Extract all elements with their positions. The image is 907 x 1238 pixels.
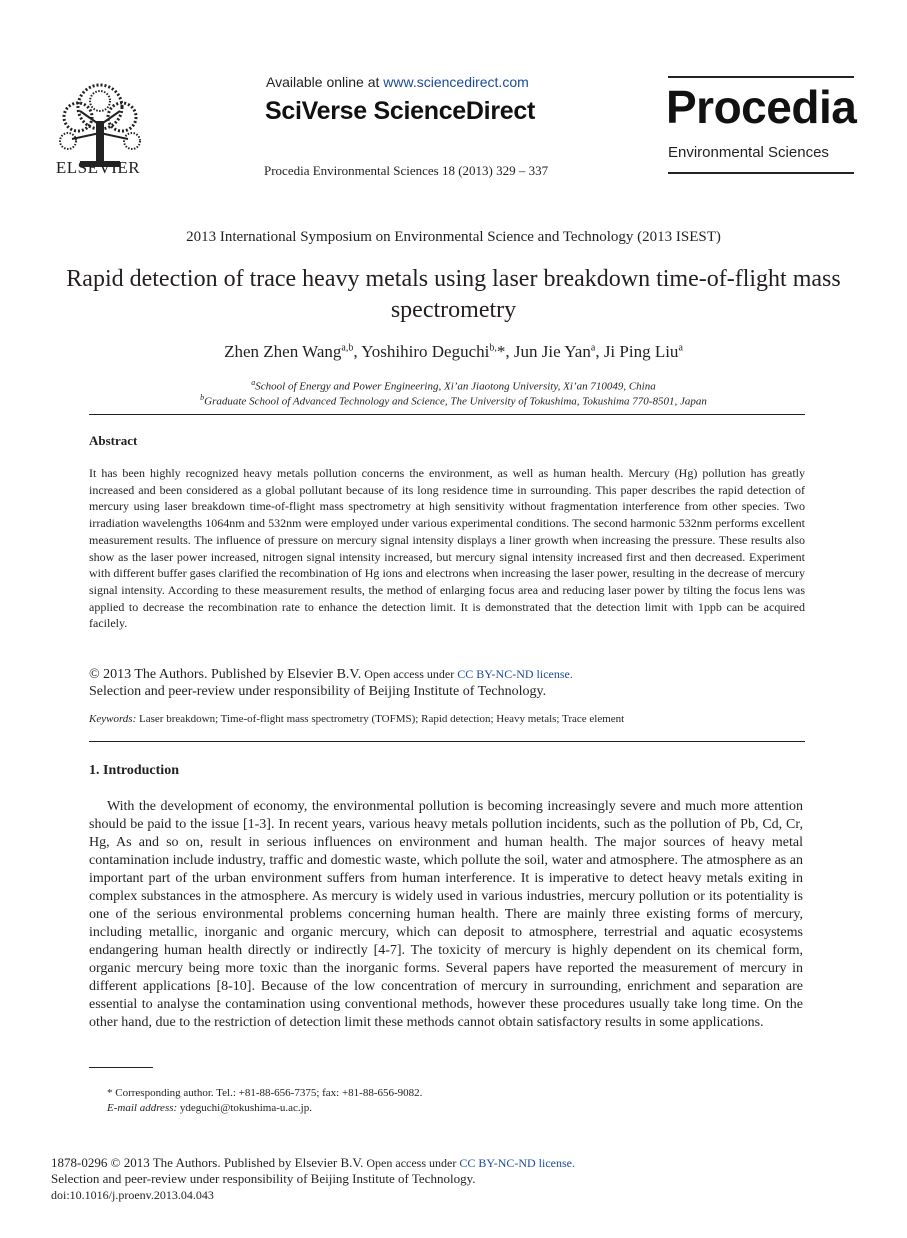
conference-name: 2013 International Symposium on Environmental Science and Technology (2013 ISEST)	[186, 229, 721, 245]
sciencedirect-link[interactable]: www.sciencedirect.com	[383, 74, 529, 90]
elsevier-wordmark: ELSEVIER	[55, 158, 141, 177]
affiliation-mark: b	[200, 393, 205, 402]
author-separator: ,	[505, 342, 514, 361]
copyright-line	[89, 667, 573, 683]
procedia-subtitle: Environmental Sciences	[668, 144, 829, 161]
doi[interactable]: doi:10.1016/j.proenv.2013.04.043	[51, 1188, 214, 1202]
footer-open-access: Open access under	[363, 1156, 460, 1170]
corresponding-star: *	[496, 342, 506, 361]
author-list	[0, 342, 907, 362]
license-link[interactable]: CC BY-NC-ND license.	[457, 667, 573, 681]
section-divider	[89, 414, 805, 415]
copyright-text: © 2013 The Authors. Published by Elsevier B.V.	[89, 667, 362, 682]
affiliation-mark: a	[251, 378, 256, 387]
journal-citation: Procedia Environmental Sciences 18 (2013) 329 – 337	[264, 163, 549, 178]
footer-license-link[interactable]: CC BY-NC-ND license.	[459, 1156, 576, 1170]
available-online-line	[266, 74, 529, 90]
author-name: Jun Jie Yan	[513, 342, 591, 361]
author-affiliation-mark	[489, 342, 497, 353]
open-access-text: Open access under	[361, 667, 458, 681]
footer-copyright-text: 1878-0296 © 2013 The Authors. Published by Elsevier B.V.	[51, 1155, 364, 1170]
introduction-body: With the development of economy, the environmental pollution is becoming increasingly severe and much more attention should be paid to the issue [1-3]. In recent years, various heavy metals pollution incidents, such as the pollution of Pb, Cd, Cr, Hg, As and so on, result in serious influences on environment and human health. The major sources of heavy metal contamination include industry, traffic and domestic waste, which pollute the soil, water and atmosphere. The atmosphere as an important part of the urban environment suffers from human interference. It is imperative to detect heavy metals exiting in complex substances in the atmosphere. As mercury is widely used in various industries, mercury pollution or its potentiality is one of the serious environmental problems concerning human health. There are mainly three existing forms of mercury, including metallic, inorganic and organic mercury, which can deposit to atmosphere, terrestrial and aquatic ecosystems endangering human health directly or indirectly [4-7]. The toxicity of mercury is highly dependent on its chemical form, organic mercury being more toxic than the inorganic forms. Several papers have reported the measurement of mercury in different applications [8-10]. Because of the low concentration of mercury in surrounding, enrichment and separation are essential to analyse the contamination using conventional methods, however these procedures usually take long time. On the other hand, due to the restriction of detection limit these methods cannot obtain satisfactory results in some applications.	[89, 799, 803, 1030]
footer-copyright	[51, 1155, 575, 1171]
affiliation-mark-text: b,	[489, 342, 497, 354]
sciverse-wordmark: SciVerse ScienceDirect	[265, 97, 535, 125]
procedia-wordmark: Procedia	[666, 81, 857, 133]
introduction-heading: 1. Introduction	[89, 763, 179, 778]
keywords-text: Laser breakdown; Time-of-flight mass spectrometry (TOFMS); Rapid detection; Heavy metals; Trace element	[136, 713, 625, 725]
author-name: Ji Ping Liu	[603, 342, 679, 361]
available-prefix: Available online at	[266, 74, 384, 90]
affiliation-a	[0, 378, 907, 393]
email-address[interactable]: ydeguchi@tokushima-u.ac.jp.	[177, 1102, 312, 1114]
abstract-heading: Abstract	[89, 433, 138, 448]
author-affiliation-mark: a,b	[341, 342, 354, 354]
paper-title: Rapid detection of trace heavy metals using laser breakdown time-of-flight mass spectrometry	[66, 266, 841, 323]
email-label: E-mail address:	[107, 1102, 178, 1114]
abstract-body: It has been highly recognized heavy metals pollution concerns the environment, as well as human health. Mercury (Hg) pollution has greatly increased and been considered as a global pollutant because of its long residence time in surrounding. This paper describes the rapid detection of mercury using laser breakdown time-of-flight mass spectrometry at high sensitivity without fragmentation interference from other species. Two irradiation wavelengths 1064nm and 532nm were employed under various experimental conditions. The second harmonic 532nm performs excellent measurement results. The influence of pressure on mercury signal intensity displays a liner growth when increasing the pressure. These results also show as the laser power increased, nitrogen signal intensity increased, but mercury signal intensity increased first and then decreased. Experiment with different buffer gases clarified the recombination of Hg ions and electrons when increasing the laser power, resulting in the decrease of mercury signal intensity. According to these measurement results, the method of enlarging focus area and reducing laser power by tilting the focus lens was applied to decrease the recombination rate to enhance the detection limit. It is demonstrated that the detection limit with 1ppb can be acquired facilely.	[89, 466, 805, 631]
peer-review-line: Selection and peer-review under responsibility of Beijing Institute of Technology.	[89, 684, 547, 699]
keywords-label: Keywords:	[89, 713, 137, 725]
procedia-rule-top	[668, 76, 854, 78]
author-affiliation-mark: a	[678, 342, 683, 354]
email-note	[107, 1102, 312, 1114]
author-separator: ,	[353, 342, 362, 361]
affiliation-text: School of Energy and Power Engineering, Xi’an Jiaotong University, Xi’an 710049, China	[255, 380, 656, 393]
footnote-rule	[89, 1067, 153, 1068]
procedia-rule-bottom	[668, 172, 854, 174]
author-separator: ,	[595, 342, 604, 361]
author-affiliation-mark: a	[590, 342, 596, 354]
corresponding-author-note: * Corresponding author. Tel.: +81-88-656-7375; fax: +81-88-656-9082.	[107, 1087, 423, 1099]
affiliation-b	[0, 393, 907, 408]
footer-peer-review: Selection and peer-review under responsibility of Beijing Institute of Technology.	[51, 1171, 476, 1186]
author-name: Zhen Zhen Wang	[224, 342, 342, 361]
section-divider	[89, 741, 805, 742]
keywords-line	[89, 713, 624, 725]
affiliation-text: Graduate School of Advanced Technology and Science, The University of Tokushima, Tokushima 770-8501, Japan	[204, 395, 707, 408]
author-name: Yoshihiro Deguchi	[361, 342, 490, 361]
